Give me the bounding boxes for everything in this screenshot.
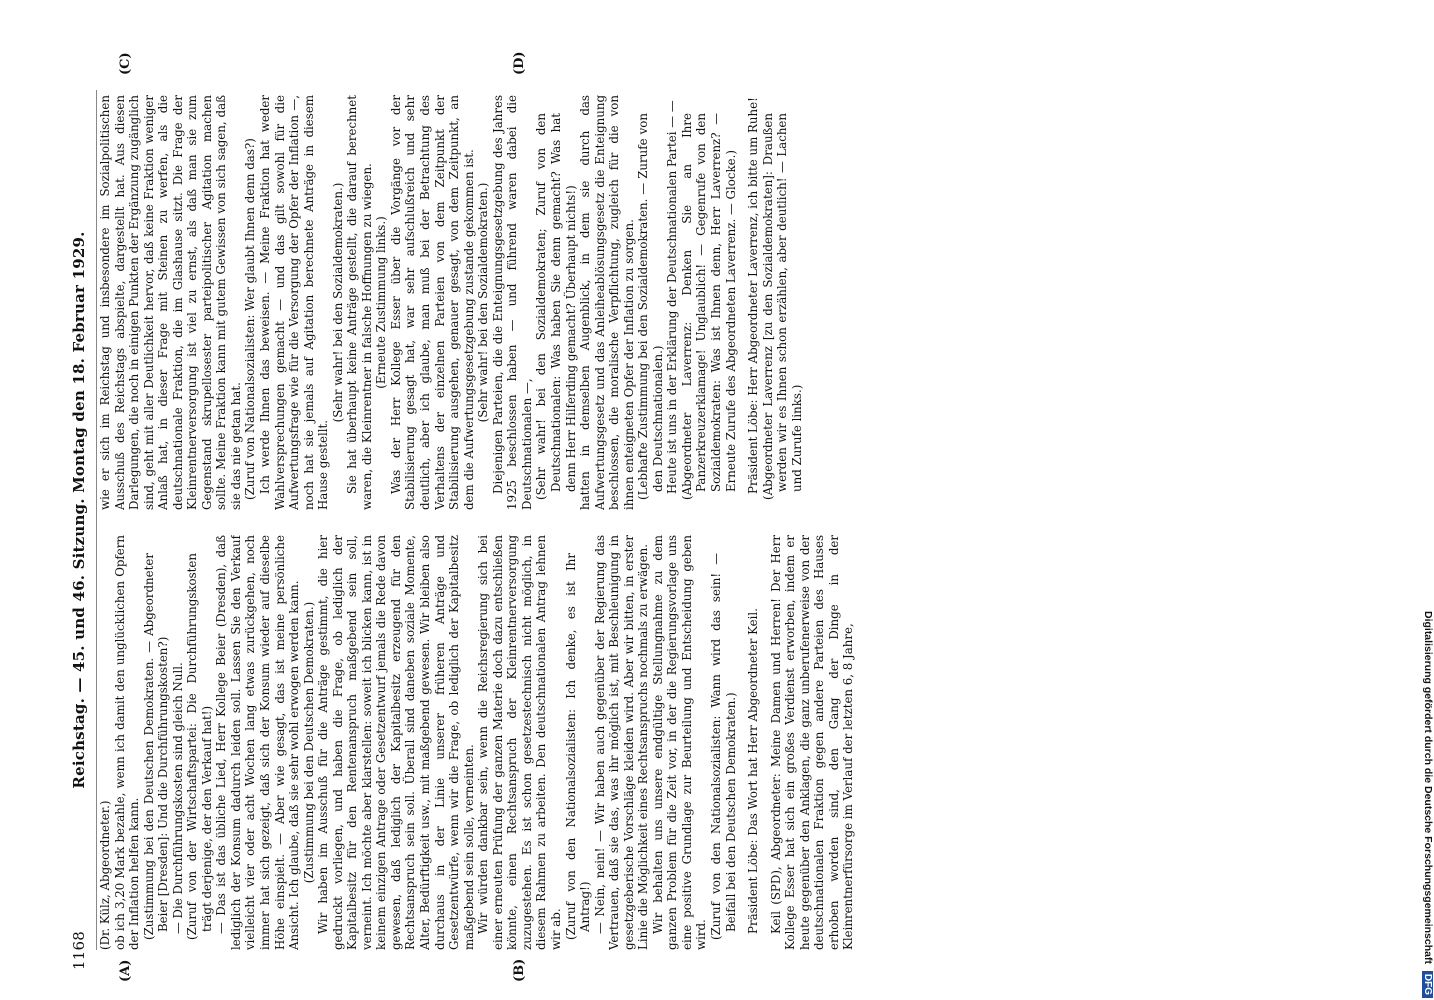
margin-marker-c: (C) bbox=[118, 52, 133, 75]
left-column-paragraph: (Zustimmung bei den Deutschen Demokraten.) bbox=[301, 601, 316, 884]
left-column-paragraph: Keil (SPD), Abgeordneter: Meine Damen und Herren! Der Herr Kollege Esser hat sich ein großes Verdienst erworben, indem er heute gegenüber den Anklagen, die ganz unberufenerweise von der deutschnationalen Fraktion gegen andere Parteien des Hauses erhoben worden sind, den Gang der Dinge in der Kleinrentnerfürsorge im Verlauf der letzten 6, 8 Jahre, bbox=[768, 535, 856, 950]
margin-marker-d: (D) bbox=[512, 51, 527, 75]
left-column-paragraph: (Zuruf von den Nationalsozialisten: Wann wird das sein! — Beifall bei den Deutschen Demokraten.) bbox=[708, 553, 738, 940]
right-column-paragraph: (Erneute Zustimmung links.) bbox=[374, 216, 389, 389]
right-column-paragraph: wie er sich im Reichstag und insbesondere im Sozialpolitischen Ausschuß des Reichstags abspielte, dargestellt hat. Aus diesen Darlegungen, die noch in einigen Punkten der Ergänzung zugänglich sind, geht mit aller Deutlichkeit hervor, daß keine Fraktion weniger Anlaß hat, in dieser Frage mit Steinen zu werfen, als die deutschnationale Fraktion, die im Glashause sitzt. Die Frage der Kleinrentnerversorgung ist viel zu ernst, als daß man sie zum Gegenstand skrupellosester parteipolitischer Agitation machen sollte. Meine Fraktion kann mit gutem Gewissen von sich sagen, daß sie das nie getan hat. bbox=[98, 95, 243, 510]
right-column-paragraph: Was der Herr Kollege Esser über die Vorgänge vor der Stabilisierung gesagt hat, war sehr aufschlußreich und sehr deutlich, aber ich glaube, man muß bei der Betrachtung des Verhaltens der einzelnen Parteien von dem Zeitpunkt der Stabilisierung ausgehen, genauer gesagt, von dem Zeitpunkt, an dem die Aufwertungsgesetzgebung zustande gekommen ist. bbox=[388, 95, 476, 510]
right-column-paragraph: (Sehr wahr! bei den Sozialdemokraten.) bbox=[476, 182, 491, 423]
right-column-paragraph: Diejenigen Parteien, die die Enteignungsgesetzgebung des Jahres 1925 beschlossen haben — und führend waren dabei die Deutschnationalen —, bbox=[490, 95, 534, 510]
right-column-paragraph: (Abgeordneter Laverrenz: Denken Sie an Ihre Panzerkreuzerklamage! Unglaublich! — Gegenrufe von den Sozialdemokraten: Was ist Ihnen denn, Herr Laverrenz? — Erneute Zurufe des Abgeordneten Laverrenz. — Glocke.) bbox=[679, 113, 738, 500]
digitization-credit bbox=[1416, 8, 1434, 998]
right-column-paragraph: (Lebhafte Zustimmung bei den Sozialdemokraten. — Zurufe von den Deutschnationalen.) bbox=[636, 113, 665, 500]
left-column-paragraph: (Zustimmung bei den Deutschen Demokraten. — Abgeordneter Beier [Dresden]: Und die Durchführungskosten?) bbox=[141, 553, 171, 940]
left-column-paragraph: — Nein, nein! — Wir haben auch gegenüber der Regierung das Vertrauen, daß sie das, was ihr möglich ist, mit Beschleunigung in gesetzgeberische Vorschläge kleiden wird. Aber wir bitten, in erster Linie die Möglichkeit eines Rechtsanspruchs nochmals zu erwägen. bbox=[592, 535, 651, 950]
margin-marker-a: (A) bbox=[118, 959, 133, 982]
credit-line bbox=[1416, 8, 1434, 998]
right-column-paragraph: Ich werde Ihnen das beweisen. — Meine Fraktion hat weder Wahlversprechungen gemacht — und das gilt sowohl für die Aufwertungsfrage wie für die Versorgung der Opfer der Inflation —, noch hat sie jemals auf Agitation berechnete Anträge in diesem Hause gestellt. bbox=[258, 95, 331, 510]
left-column-paragraph: — Das ist das übliche Lied, Herr Kollege Beier (Dresden), daß lediglich der Konsum dadurch leiden soll. Lassen Sie den Verkauf vielleicht vier oder acht Wochen lang etwas zurückgehen, noch immer hat sich gezeigt, daß sich der Konsum wieder auf dieselbe Höhe einspielt. — Aber wie gesagt, das ist meine persönliche Ansicht. Ich glaube, daß sie sehr wohl erwogen werden kann. bbox=[214, 535, 302, 950]
right-column-paragraph: Präsident Löbe: Herr Abgeordneter Laverrenz, ich bitte um Ruhe! bbox=[746, 97, 761, 494]
right-column bbox=[98, 95, 938, 510]
right-column-paragraph: Sie hat überhaupt keine Anträge gestellt, die darauf berechnet waren, die Kleinrentner in falsche Hoffnungen zu wiegen. bbox=[345, 95, 374, 510]
page-header bbox=[70, 90, 98, 970]
right-column-paragraph: (Sehr wahr! bei den Sozialdemokraten; Zuruf von den Deutschnationalen: Was haben Sie denn gemacht? Was hat denn Herr Hilferding gemacht? Überhaupt nichts!) bbox=[534, 113, 578, 500]
left-column-paragraph: (Zuruf von der Wirtschaftspartei: Die Durchführungskosten trägt derjenige, der den Verkauf hat!) bbox=[185, 553, 214, 940]
right-column-paragraph: (Abgeordneter Laverrenz [zu den Sozialdemokraten]: Draußen werden wir es Ihnen schon erzählen, aber deutlich! — Lachen und Zurufe links.) bbox=[760, 113, 804, 500]
right-column-paragraph: (Sehr wahr! bei den Sozialdemokraten.) bbox=[330, 182, 345, 423]
left-column-paragraph: (Dr. Külz, Abgeordneter.) bbox=[98, 800, 112, 950]
page-title: Reichstag. — 45. und 46. Sitzung. Montag den 18. Februar 1929. bbox=[70, 231, 88, 789]
dfg-logo: DFG bbox=[1422, 971, 1433, 998]
right-column-paragraph: (Zuruf von Nationalsozialisten: Wer glaubt Ihnen denn das?) bbox=[243, 138, 258, 500]
right-column-paragraph: Heute ist uns in der Erklärung der Deutschnationalen Partei — — bbox=[665, 100, 680, 494]
left-column bbox=[98, 535, 938, 950]
right-column-paragraph: hatten in demselben Augenblick, in dem sie durch das Aufwertungsgesetz und das Anleiheablösungsgesetz die Enteignung beschlossen, die moralische Verpflichtung, zugleich für die von ihnen enteigneten Opfer der Inflation zu sorgen. bbox=[578, 95, 636, 510]
left-column-paragraph: (Zuruf von den Nationalsozialisten: Ich denke, es ist Ihr Antrag!) bbox=[563, 553, 593, 940]
margin-marker-b: (B) bbox=[512, 958, 527, 982]
left-column-paragraph: Präsident Löbe: Das Wort hat Herr Abgeordneter Keil. bbox=[746, 608, 761, 934]
page-number: 1168 bbox=[70, 931, 88, 970]
left-column-paragraph: — Die Durchführungskosten sind gleich Null. bbox=[170, 662, 185, 934]
left-column-paragraph: Wir haben im Ausschuß für die Anträge gestimmt, die hier gedruckt vorliegen, und haben die Frage, ob lediglich der Kapitalbesitz für den Rentenanspruch maßgebend sein soll, verneint. Ich möchte aber klarstellen: soweit ich blicken kann, ist in keinem einzigen Antrage oder Gesetzentwurf jemals die Rede davon gewesen, daß lediglich der Kapitalbesitz erzeugend für den Rechtsanspruch sein soll. Überall sind daneben soziale Momente, Alter, Bedürftigkeit usw., mit maßgebend gewesen. Wir bleiben also durchaus in der Linie unserer früheren Anträge und Gesetzentwürfe, wenn wir die Frage, ob lediglich der Kapitalbesitz maßgebend sein solle, verneinten. bbox=[316, 535, 476, 950]
credit-text: Digitalisierung gefördert durch die Deutsche Forschungsgemeinschaft bbox=[1422, 610, 1434, 964]
left-column-paragraph: Wir würden dankbar sein, wenn die Reichsregierung sich bei einer erneuten Prüfung der ganzen Materie doch dazu entschließen könnte, einen Rechtsanspruch der Kleinrentnerversorgung zuzugestehen. Es ist schon gesetzestechnisch nicht möglich, in diesem Rahmen zu arbeiten. Den deutschnationalen Antrag lehnen wir ab. bbox=[476, 535, 563, 950]
header-rule bbox=[96, 90, 97, 950]
left-column-paragraph: Wir behalten uns unsere endgültige Stellungnahme zu dem ganzen Problem für die Zeit vor, in der die Regierungsvorlage uns eine positive Grundlage zur Beurteilung und Entscheidung geben wird. bbox=[650, 535, 709, 950]
left-column-paragraph: ob ich 3,20 Mark bezahle, wenn ich damit den unglücklichen Opfern der Inflation helfen kann. bbox=[112, 535, 142, 950]
